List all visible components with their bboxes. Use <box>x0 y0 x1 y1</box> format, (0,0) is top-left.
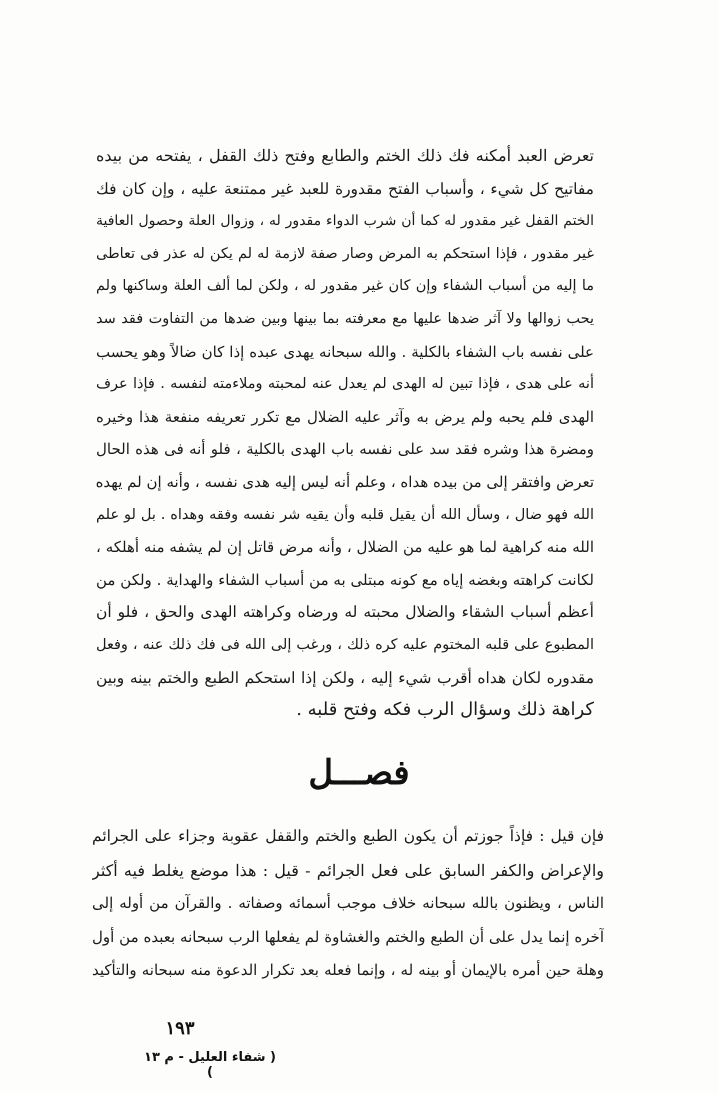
footer-signature: ( شفاء العليل - م ١٣ ) <box>144 1050 276 1080</box>
text-line: الختم القفل غير مقدور له كما أن شرب الدواء مقدور له ، وزوال العلة وحصول العافية <box>96 213 594 230</box>
section-heading: فصـــل <box>308 753 410 793</box>
paragraph-2 <box>92 820 604 988</box>
text-line: الناس ، ويظنون بالله سبحانه خلاف موجب أسمائه وصفاته . والقرآن من أوله إلى <box>92 894 604 912</box>
paragraph-1 <box>96 140 594 727</box>
page-number: ١٩٣ <box>165 1018 195 1039</box>
text-line: لكانت كراهته وبغضه إياه مع كونه مبتلى به من أسباب الشفاء والهداية . ولكن من <box>96 570 594 589</box>
text-line: فإن قيل : فإذاً جوزتم أن يكون الطبع والختم والقفل عقوبة وجزاء على الجرائم <box>92 827 604 845</box>
text-line: والإعراض والكفر السابق على فعل الجرائم - قيل : هذا موضع يغلط فيه أكثر <box>92 860 604 880</box>
text-line: الله منه كراهية لما هو عليه من الضلال ، وأنه مرض قاتل إن لم يشفه منه أهلكه ، <box>96 538 594 557</box>
text-line: أنه على هدى ، فإذا تبين له الهدى لم يعدل عنه لمحبته وملاءمته لنفسه . فإذا عرف <box>96 376 594 393</box>
text-line: على نفسه باب الشفاء بالكلية . والله سبحانه يهدى عبده إذا كان ضالاً وهو يحسب <box>96 342 594 361</box>
text-line: تعرض العبد أمكنه فك ذلك الختم والطابع وفتح ذلك القفل ، يفتحه من بيده <box>96 146 594 165</box>
text-line: كراهة ذلك وسؤال الرب فكه وفتح قلبه . <box>296 699 594 721</box>
text-line: وهلة حين أمره بالإيمان أو بينه له ، وإنما فعله بعد تكرار الدعوة منه سبحانه والتأكيد <box>92 961 604 979</box>
text-line: الهدى فلم يحبه ولم يرض به وآثر عليه الضلال مع تكرر تعريفه منفعة هذا وخيره <box>96 407 594 426</box>
text-line: مقدوره لكان هداه أقرب شيء إليه ، ولكن إذا استحكم الطبع والختم بينه وبين <box>96 668 594 687</box>
text-line: آخره إنما يدل على أن الطبع والختم والغشاوة لم يفعلها الرب سبحانه بعبده من أول <box>92 927 604 946</box>
text-line: مفاتيح كل شيء ، وأسباب الفتح مقدورة للعبد غير ممتنعة عليه ، وإن كان فك <box>96 179 594 198</box>
text-line: غير مقدور ، فإذا استحكم به المرض وصار صفة لازمة له لم يكن له عذر فى تعاطى <box>96 245 594 262</box>
text-line: يحب زوالها ولا آثر ضدها عليها مع معرفته بما بينها وبين ضدها من التفاوت فقد سد <box>96 310 594 327</box>
text-line: تعرض وافتقر إلى من بيده هداه ، وعلم أنه ليس إليه هدى نفسه ، وأنه إن لم يهده <box>96 472 594 491</box>
text-line: المطبوع على قلبه المختوم عليه كره ذلك ، ورغب إلى الله فى فك ذلك عنه ، وفعل <box>96 636 594 653</box>
text-line: ومضرة هذا وشره فقد سد على نفسه باب الهدى بالكلية ، فلو أنه فى هذه الحال <box>96 440 594 459</box>
text-line: الله فهو ضال ، وسأل الله أن يقيل قلبه وأن يقيه شر نفسه وفقه وهداه . بل لو علم <box>96 506 594 523</box>
text-line: ما إليه من أسباب الشفاء وإن كان غير مقدور له ، ولكن لما ألف العلة وساكنها ولم <box>96 278 594 295</box>
text-line: أعظم أسباب الشقاء والضلال محبته له ورضاه وكراهته الهدى والحق ، فلو أن <box>96 603 594 622</box>
